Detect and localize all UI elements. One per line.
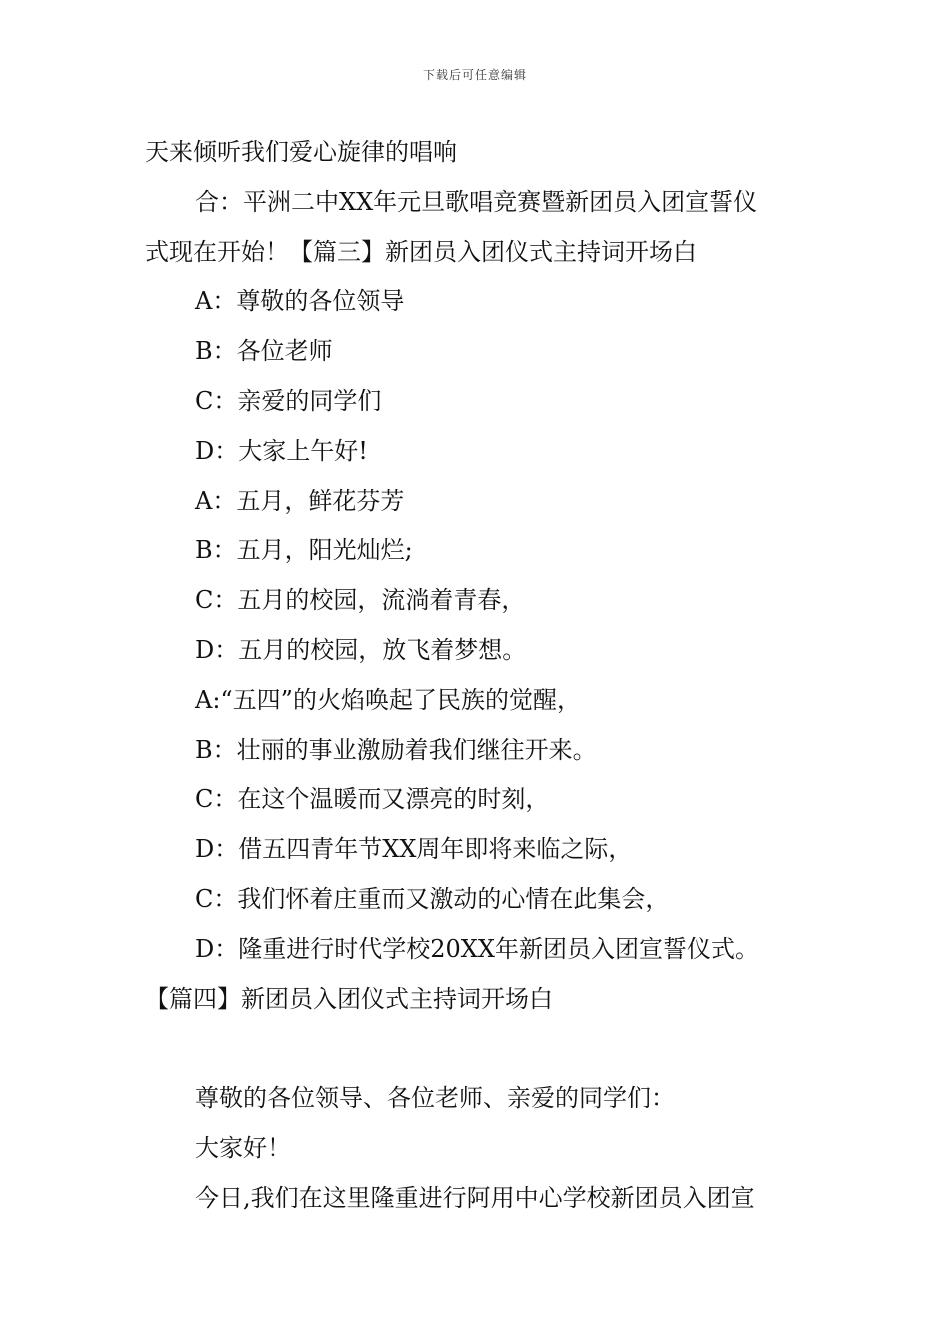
text-line: A：尊敬的各位领导 [195, 287, 405, 316]
text-line: D：五月的校园，放飞着梦想。 [195, 635, 527, 664]
page-header: 下载后可任意编辑 [422, 68, 527, 82]
text-line: A:“五四”的火焰唤起了民族的觉醒， [195, 685, 581, 714]
blank-line [145, 1024, 825, 1074]
text-line: B：五月，阳光灿烂; [195, 536, 413, 565]
text-line: B：各位老师 [195, 337, 333, 366]
document-body [145, 128, 825, 1224]
text-line: 大家好！ [195, 1133, 291, 1162]
text-line: A：五月，鲜花芬芳 [195, 486, 405, 515]
text-line: 合：平洲二中XX年元旦歌唱竞赛暨新团员入团宣誓仪 [195, 187, 758, 216]
text-line: C：在这个温暖而又漂亮的时刻， [195, 785, 550, 814]
text-line: D：借五四青年节XX周年即将来临之际， [195, 835, 633, 864]
text-line: C：五月的校园，流淌着青春， [195, 586, 526, 615]
text-line: C：我们怀着庄重而又激动的心情在此集会， [195, 884, 670, 913]
text-line: C：亲爱的同学们 [195, 386, 382, 415]
text-line: B：壮丽的事业激励着我们继往开来。 [195, 735, 597, 764]
text-line: 今日,我们在这里隆重进行阿用中心学校新团员入团宣 [195, 1183, 755, 1212]
text-line: 天来倾听我们爱心旋律的唱响 [145, 138, 457, 166]
text-line: 尊敬的各位领导、各位老师、亲爱的同学们： [195, 1084, 675, 1113]
section-heading: 【篇四】新团员入团仪式主持词开场白 [145, 984, 553, 1013]
text-line: 式现在开始！【篇三】新团员入团仪式主持词开场白 [145, 237, 697, 266]
text-line: D：隆重进行时代学校20XX年新团员入团宣誓仪式。 [195, 934, 759, 963]
text-line: D：大家上午好! [195, 436, 368, 465]
